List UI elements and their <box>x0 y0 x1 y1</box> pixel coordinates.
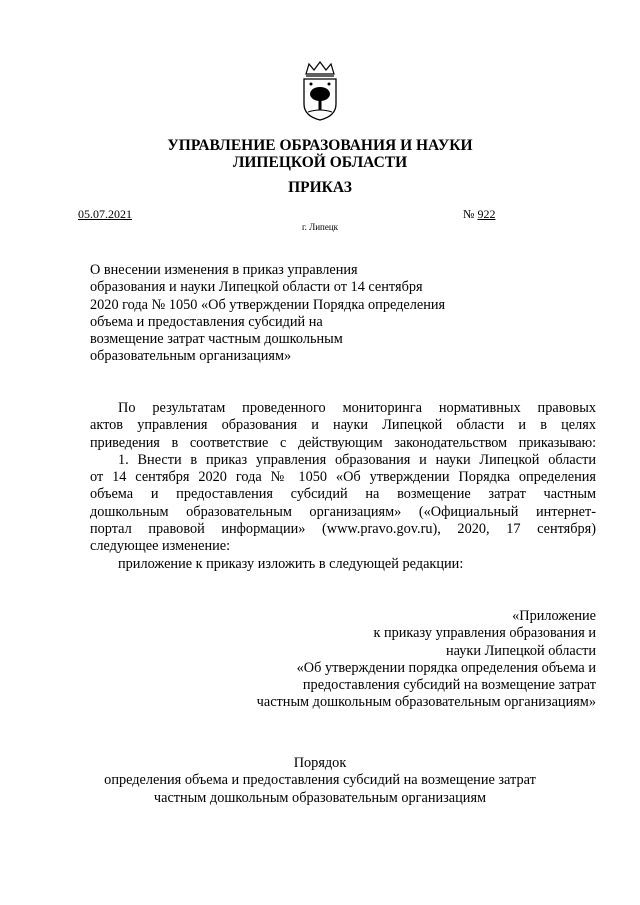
body-line: портал правовой информации» (www.pravo.gov.ru), 2020, 17 сентября) <box>90 521 596 538</box>
subject-line: О внесении изменения в приказ управления <box>90 262 358 278</box>
body-line: от 14 сентября 2020 года № 1050 «Об утверждении Порядка определения <box>90 469 596 486</box>
appendix-line: науки Липецкой области <box>446 642 596 659</box>
body-line: дошкольным образовательным организациям» («Официальный интернет- <box>90 503 596 520</box>
subject-line: объема и предоставления субсидий на <box>90 313 323 330</box>
appendix-line: «Приложение <box>512 608 596 624</box>
appendix-line: предоставления субсидий на возмещение затрат <box>302 677 596 694</box>
order-body <box>90 400 596 573</box>
order-date: 05.07.2021 <box>78 207 132 221</box>
body-line: приложение к приказу изложить в следующей редакции: <box>118 555 464 572</box>
body-line: следующее изменение: <box>90 538 231 555</box>
org-name-line2: ЛИПЕЦКОЙ ОБЛАСТИ <box>232 154 408 171</box>
order-subject <box>90 262 510 366</box>
subject-line: образовательным организациям» <box>90 348 292 365</box>
order-number <box>463 207 495 222</box>
procedure-title <box>0 755 640 807</box>
appendix-line: к приказу управления образования и <box>373 625 596 642</box>
body-line: актов управления образования и науки Липецкой области и в целях <box>90 417 596 434</box>
procedure-heading: Порядок <box>293 755 347 771</box>
number-prefix: № <box>463 207 475 221</box>
subject-line: 2020 года № 1050 «Об утверждении Порядка определения <box>90 296 446 313</box>
body-line: приведения в соответствие с действующим законодательством приказываю: <box>90 434 596 451</box>
body-line: По результатам проведенного мониторинга нормативных правовых <box>118 400 596 416</box>
subject-line: возмещение затрат частным дошкольным <box>90 331 343 348</box>
appendix-line: частным дошкольным образовательным организациям» <box>256 694 596 711</box>
appendix-line: «Об утверждении порядка определения объема и <box>296 659 596 676</box>
appendix-heading <box>76 608 596 712</box>
body-line: объема и предоставления субсидий на возмещение затрат частным <box>90 486 596 503</box>
procedure-subtitle-line: частным дошкольным образовательным организациям <box>153 789 487 806</box>
number-value: 922 <box>477 207 496 221</box>
coat-of-arms-emblem <box>300 60 340 122</box>
document-type: ПРИКАЗ <box>288 179 352 196</box>
subject-line: образования и науки Липецкой области от 14 сентября <box>90 279 423 296</box>
city-label: г. Липецк <box>301 222 339 232</box>
body-line: 1. Внести в приказ управления образования и науки Липецкой области <box>118 451 596 468</box>
org-name-line1: УПРАВЛЕНИЕ ОБРАЗОВАНИЯ И НАУКИ <box>167 137 473 154</box>
procedure-subtitle-line: определения объема и предоставления субсидий на возмещение затрат <box>104 772 536 789</box>
